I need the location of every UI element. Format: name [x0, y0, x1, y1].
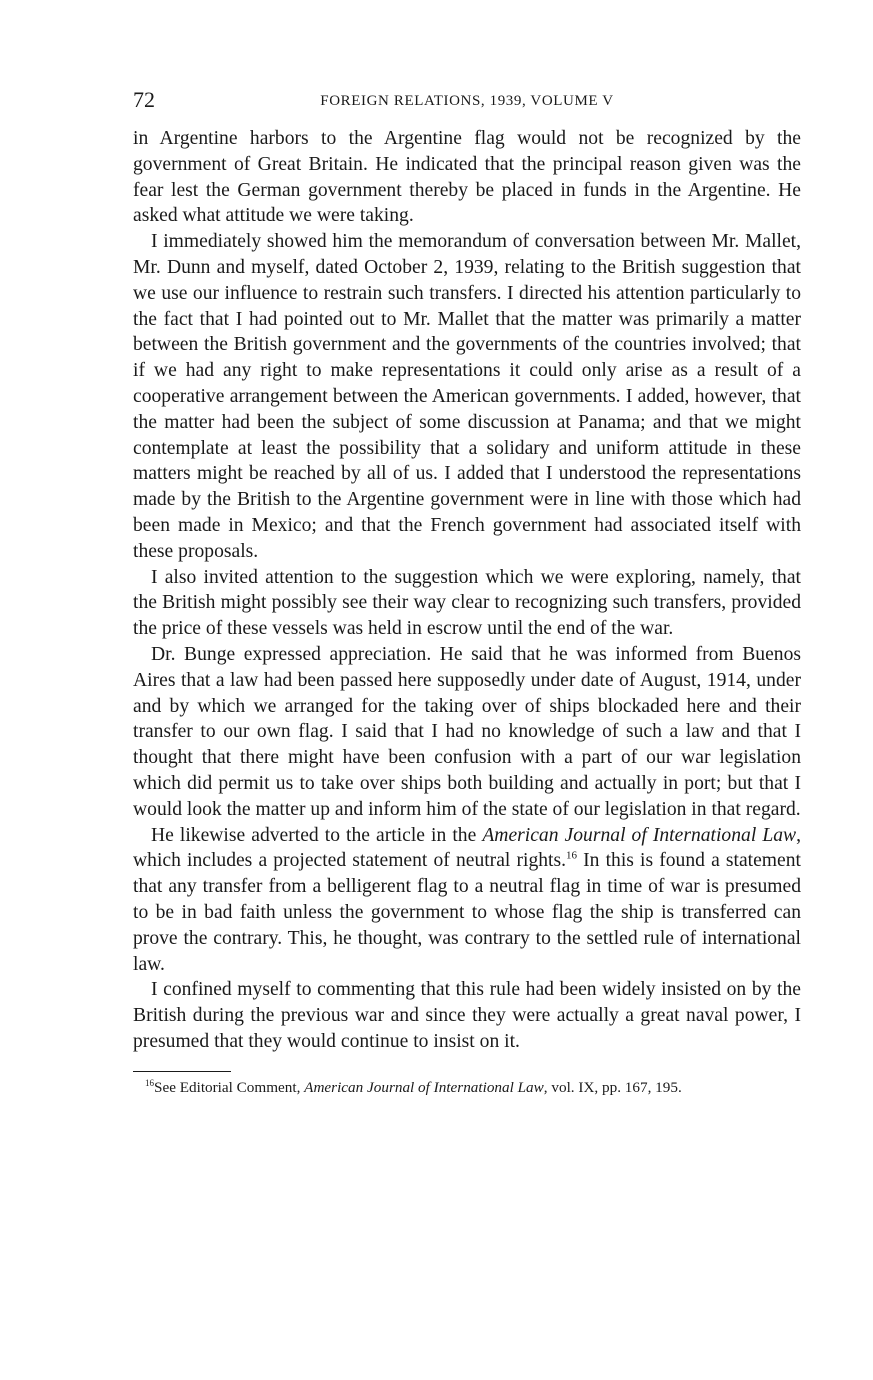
footnote-divider: [133, 1071, 231, 1072]
page-header: [133, 86, 801, 116]
journal-title: American Journal of International Law: [482, 824, 797, 846]
footnote-journal-title: American Journal of International Law: [304, 1078, 544, 1096]
paragraph-escrow-suggestion: I also invited attention to the suggestion which we were exploring, namely, that the British might possibly see their way clear to recognizing such transfers, provided the price of these vessels was held in escrow until the end of the war.: [133, 566, 801, 640]
paragraph-bunge-law: Dr. Bunge expressed appreciation. He said that he was informed from Buenos Aires that a law had been passed here supposedly under date of August, 1914, under and by which we arranged for the taking over of ships blockaded here and their transfer to our own flag. I said that I had no knowledge of such a law and that I thought that there might have been confusion with a part of our war legislation which did permit us to take over ships both building and actually in port; but that I would look the matter up and inform him of the state of our legislation in that regard.: [133, 643, 801, 820]
footnote-text-before: See Editorial Comment,: [154, 1078, 305, 1096]
footnote-mark: 16: [145, 1077, 154, 1088]
footnote-16: [133, 1078, 801, 1097]
body-text: [133, 126, 801, 1055]
footnotes: [133, 1071, 801, 1097]
running-head: FOREIGN RELATIONS, 1939, VOLUME V: [320, 93, 614, 109]
paragraph-continuation: in Argentine harbors to the Argentine flag would not be recognized by the government of Great Britain. He indicated that the principal reason given was the fear lest the German government thereby be placed in funds in the Argentine. He asked what attitude we were taking.: [133, 128, 801, 227]
footnote-text-after: , vol. IX, pp. 167, 195.: [543, 1078, 682, 1096]
paragraph-journal-text-middle: , which includes a projected statement of neutral rights.: [133, 824, 801, 872]
paragraph-journal-text-after: In this is found a statement that any transfer from a belligerent flag to a neutral flag in time of war is presumed to be in bad faith unless the government to whose flag the ship is transferred can prove the contrary. This, he thought, was contrary to the settled rule of international law.: [133, 850, 801, 975]
paragraph-memorandum: I immediately showed him the memorandum of conversation between Mr. Mallet, Mr. Dunn and myself, dated October 2, 1939, relating to the British suggestion that we use our influence to restrain such transfers. I directed his attention particularly to the fact that I had pointed out to Mr. Mallet that the matter was primarily a matter between the British government and the governments of the countries involved; that if we had any right to make representations it could only arise as a result of a cooperative arrangement between the American governments. I added, however, that the matter had been the subject of some discussion at Panama; and that we might contemplate at least the possibility that a solidary and uniform attitude in these matters might be reached by all of us. I added that I understood the representations made by the British to the Argentine government were in line with those which had been made in Mexico; and that the French government had associated itself with these proposals.: [133, 231, 801, 562]
paragraph-journal-text-before: He likewise adverted to the article in the: [151, 824, 483, 846]
footnote-reference: 16: [566, 849, 578, 862]
paragraph-journal-article: [133, 823, 801, 978]
document-page: [133, 86, 801, 1097]
paragraph-conclusion: I confined myself to commenting that this rule had been widely insisted on by the British during the previous war and since they were actually a great naval power, I presumed that they would continue to insist on it.: [133, 979, 801, 1052]
page-number: 72: [133, 87, 155, 112]
